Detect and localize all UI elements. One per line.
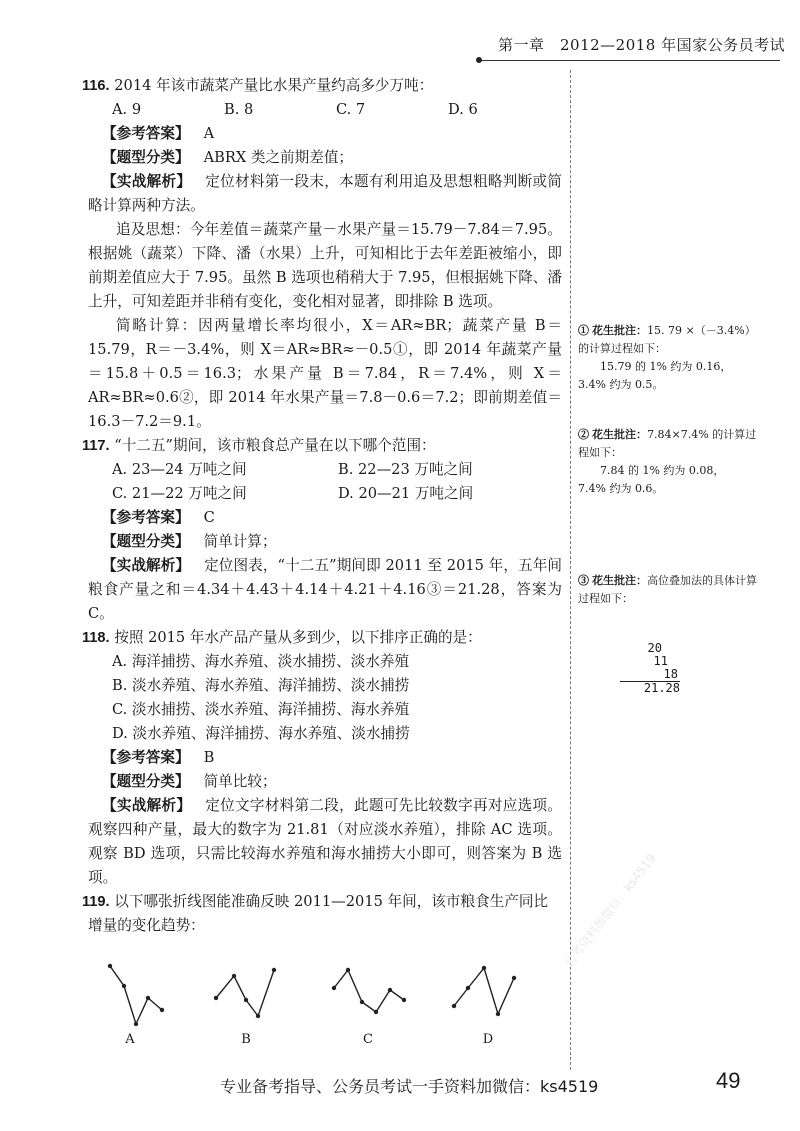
option-d-line	[448, 958, 528, 1032]
header-rule	[480, 60, 780, 61]
note-line: 15.79 的 1% 约为 0.16，	[600, 360, 732, 373]
question-number: 117.	[82, 438, 110, 454]
option-d-label: D	[482, 1032, 494, 1047]
note-text: 高位叠加法的具体计算过程如下：	[578, 574, 758, 605]
analysis-paragraph	[88, 554, 562, 626]
analysis-paragraph: 简略计算：因两量增长率均很小，X＝AR≈BR；蔬菜产量 B＝15.79，R＝－3.4%，则 X＝AR≈BR≈－0.5①，即 2014 年蔬菜产量＝15.8＋0.5＝16.3；水果产量 B＝7.84，R＝7.4%，则 X＝AR≈BR≈0.6②，即 2014 年水果产量＝7.8－0.6＝7.2；即前期差值＝16.3－7.2＝9.1。	[88, 317, 562, 430]
option-b: B. 淡水养殖、海水养殖、海洋捕捞、淡水捕捞	[112, 677, 410, 694]
answer-line	[88, 746, 562, 770]
note-label: ① 花生批注：	[578, 325, 648, 337]
analysis-paragraph: 追及思想：今年差值＝蔬菜产量－水果产量＝15.79－7.84＝7.95。根据姚（蔬菜）下降、潘（水果）上升，可知相比于去年差距被缩小，即前期差值应大于 7.95。虽然 B 选项也稍稍大于 7.95，但根据姚下降、潘上升，可知差距并非稍有变化，变化相对显著，即排除 B 选项。	[88, 221, 562, 310]
option-c: C. 淡水捕捞、淡水养殖、海洋捕捞、海水养殖	[112, 701, 410, 718]
analysis-text: 定位材料第一段末，本题有利用追及思想粗略判断或简略计算两种方法。	[88, 173, 562, 214]
footer-text: 专业备考指导、公务员考试一手资料加微信：ks4519	[220, 1077, 599, 1096]
analysis-tag: 【实战解析】	[102, 558, 191, 574]
answer-value: C	[203, 509, 215, 526]
question-stem: 以下哪张折线图能准确反映 2011—2015 年间，该市粮食生产同比增量的变化趋势：	[88, 893, 549, 934]
answer-tag: 【参考答案】	[102, 750, 190, 766]
type-tag: 【题型分类】	[102, 774, 190, 790]
side-note-2	[578, 426, 766, 498]
question-116-options	[88, 98, 562, 122]
watermark: 公考资料加微信：ks4519	[561, 851, 659, 970]
answer-line	[88, 122, 562, 146]
option-d-chart	[448, 958, 528, 1058]
analysis-text: 定位图表，“十二五”期间即 2011 至 2015 年，五年间粮食产量之和＝4.34＋4.43＋4.14＋4.21＋4.16③＝21.28，答案为 C。	[88, 557, 562, 622]
option-c: C. 21—22 万吨之间	[112, 485, 247, 502]
answer-line	[88, 506, 562, 530]
note-label: ② 花生批注：	[578, 429, 648, 441]
question-number: 116.	[82, 78, 110, 94]
side-note-1	[578, 322, 766, 394]
answer-tag: 【参考答案】	[102, 510, 190, 526]
header-dot	[476, 57, 482, 63]
page-number: 49	[716, 1068, 741, 1093]
calc-row: 11	[653, 654, 668, 668]
note-line: 3.4% 约为 0.5。	[578, 378, 664, 391]
question-118	[82, 626, 562, 650]
type-tag: 【题型分类】	[102, 150, 190, 166]
option-d: D. 淡水养殖、海洋捕捞、海水养殖、淡水捕捞	[112, 725, 410, 742]
type-value: 简单比较；	[203, 773, 277, 790]
question-stem: “十二五”期间，该市粮食总产量在以下哪个范围：	[114, 437, 436, 454]
option-a-chart	[90, 958, 170, 1058]
chapter-header: 第一章 2012—2018 年国家公务员考试	[498, 36, 786, 54]
option-c-chart	[328, 958, 408, 1058]
option-b-line	[206, 958, 286, 1032]
type-value: ABRX 类之前期差值；	[203, 149, 354, 166]
main-column	[82, 74, 562, 938]
note-line: 7.4% 约为 0.6。	[578, 482, 664, 495]
analysis-tag: 【实战解析】	[102, 798, 192, 814]
calc-row: 18	[620, 668, 680, 682]
calc-row: 20	[647, 641, 662, 655]
option-c: C. 7	[336, 101, 366, 118]
stacked-sum-calculation	[620, 642, 680, 695]
option-a: A. 23—24 万吨之间	[112, 461, 247, 478]
option-b-label: B	[241, 1032, 251, 1047]
answer-value: B	[203, 749, 215, 766]
type-tag: 【题型分类】	[102, 534, 190, 550]
option-d: D. 6	[448, 101, 478, 118]
question-stem: 2014 年该市蔬菜产量比水果产量约高多少万吨：	[114, 77, 434, 94]
option-b-chart	[206, 958, 286, 1058]
analysis-text: 定位文字材料第二段，此题可先比较数字再对应选项。观察四种产量，最大的数字为 21.81（对应淡水养殖），排除 AC 选项。观察 BD 选项，只需比较海水养殖和海水捕捞大小即可，则答案为 B 选项。	[88, 797, 562, 886]
note-label: ③ 花生批注：	[578, 575, 648, 587]
option-b: B. 8	[224, 101, 254, 118]
question-116	[82, 74, 562, 98]
option-a: A. 9	[112, 101, 142, 118]
analysis-paragraph	[88, 170, 562, 218]
option-c-line	[328, 958, 408, 1032]
side-note-3	[578, 572, 766, 608]
type-value: 简单计算；	[203, 533, 277, 550]
note-text: 7.84×7.4% 的计算过程如下：	[578, 428, 757, 459]
question-stem: 按照 2015 年水产品产量从多到少，以下排序正确的是：	[114, 629, 482, 646]
calc-result: 21.28	[643, 681, 680, 695]
type-line	[88, 146, 562, 170]
question-number: 118.	[82, 630, 110, 646]
option-a-line	[90, 958, 170, 1032]
option-a: A. 海洋捕捞、海水养殖、淡水捕捞、淡水养殖	[112, 653, 410, 670]
type-line	[88, 530, 562, 554]
analysis-paragraph	[88, 794, 562, 890]
option-c-label: C	[363, 1032, 373, 1047]
note-line: 7.84 的 1% 约为 0.08，	[600, 464, 725, 477]
option-a-label: A	[125, 1032, 135, 1047]
analysis-tag: 【实战解析】	[102, 174, 192, 190]
column-divider	[570, 70, 571, 1070]
option-b: B. 22—23 万吨之间	[338, 461, 473, 478]
answer-tag: 【参考答案】	[102, 126, 190, 142]
question-number: 119.	[82, 894, 110, 910]
answer-value: A	[203, 125, 215, 142]
note-text: 15. 79 ×（－3.4%）的计算过程如下：	[578, 324, 756, 355]
question-119	[82, 890, 562, 938]
question-117	[82, 434, 562, 458]
option-d: D. 20—21 万吨之间	[338, 485, 474, 502]
question-117-options	[88, 458, 562, 506]
type-line	[88, 770, 562, 794]
